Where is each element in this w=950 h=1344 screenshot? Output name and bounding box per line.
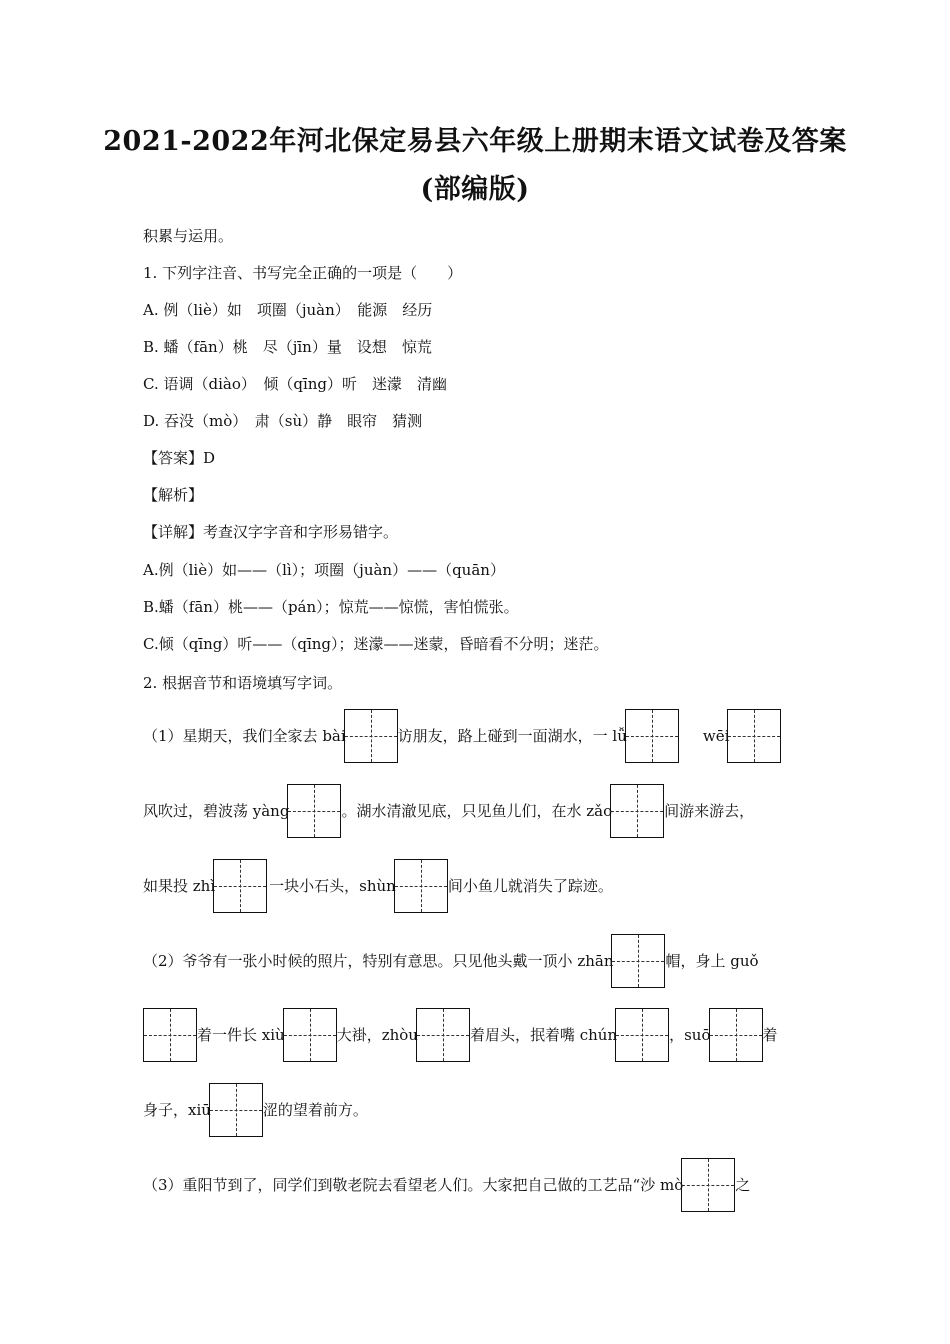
q2-p2-r2-text-3: 着眉头，抿着嘴 chún	[469, 1026, 618, 1044]
q2-p3-r1-text-1: （3）重阳节到了，同学们到敬老院去看望老人们。大家把自己做的工艺品“沙 mò	[143, 1176, 684, 1194]
q2-p3-row-1	[143, 1158, 750, 1212]
q2-p2-r1-text-1: （2）爷爷有一张小时候的照片，特别有意思。只见他头戴一顶小 zhān	[143, 952, 614, 970]
writing-box[interactable]	[727, 709, 781, 763]
q2-p2-row-3	[143, 1083, 368, 1137]
writing-box[interactable]	[416, 1008, 470, 1062]
q2-p1-row-1	[143, 709, 781, 763]
q2-p2-r3-text-1: 身子，xiū	[143, 1101, 211, 1119]
writing-box[interactable]	[287, 784, 341, 838]
writing-box[interactable]	[283, 1008, 337, 1062]
q2-p1-row-2	[143, 784, 754, 838]
question-1-option-a: A. 例（liè）如 项圈（juàn） 能源 经历	[143, 301, 433, 319]
question-1-note-c: C.倾（qīng）听——（qīng）；迷濛——迷蒙，昏暗看不分明；迷茫。	[143, 635, 609, 653]
q2-p1-r1-text-3: wēi	[702, 727, 730, 745]
question-1-detail: 【详解】考查汉字字音和字形易错字。	[143, 523, 399, 541]
writing-box[interactable]	[213, 859, 267, 913]
writing-box[interactable]	[625, 709, 679, 763]
document-title-line-2: (部编版)	[420, 174, 530, 205]
q2-p1-r2-text-2: 。湖水清澈见底，只见鱼儿们，在水 zǎo	[341, 802, 613, 820]
q2-p1-r1-text-2: 访朋友，路上碰到一面湖水，一 lǚ	[397, 727, 627, 745]
q2-p2-row-1	[143, 934, 759, 988]
q2-p2-r1-text-2: 帽，身上 guǒ	[665, 952, 759, 970]
section-heading: 积累与运用。	[143, 227, 234, 245]
question-1-note-a: A.例（liè）如——（lì）；项圈（juàn）——（quān）	[143, 561, 505, 579]
document-title-line-1: 2021-2022年河北保定易县六年级上册期末语文试卷及答案	[103, 126, 847, 157]
writing-box[interactable]	[394, 859, 448, 913]
question-1-option-d: D. 吞没（mò） 肃（sù）静 眼帘 猜测	[143, 412, 423, 430]
q2-p2-r2-text-2: 大褂，zhòu	[336, 1026, 418, 1044]
writing-box[interactable]	[681, 1158, 735, 1212]
writing-box[interactable]	[344, 709, 398, 763]
q2-p1-r1-text-1: （1）星期天，我们全家去 bài	[143, 727, 346, 745]
writing-box[interactable]	[611, 934, 665, 988]
question-1-option-b: B. 蟠（fān）桃 尽（jīn）量 设想 惊荒	[143, 338, 432, 356]
q2-p2-r2-text-5: 着	[762, 1026, 778, 1044]
q2-p1-r3-text-3: 间小鱼儿就消失了踪迹。	[447, 877, 613, 895]
q2-p1-r2-text-1: 风吹过，碧波荡 yàng	[143, 802, 290, 820]
question-1-stem: 1. 下列字注音、书写完全正确的一项是（ ）	[143, 264, 463, 282]
question-1-note-b: B.蟠（fān）桃——（pán）；惊荒——惊慌，害怕慌张。	[143, 598, 519, 616]
q2-p2-r2-text-4: ，suō	[669, 1026, 711, 1044]
writing-box[interactable]	[610, 784, 664, 838]
writing-box[interactable]	[143, 1008, 197, 1062]
q2-p1-r3-text-1: 如果投 zhì	[143, 877, 216, 895]
q2-p1-r2-text-3: 间游来游去，	[664, 802, 755, 820]
question-1-option-c: C. 语调（diào） 倾（qīng）听 迷濛 清幽	[143, 375, 448, 393]
q2-p1-r3-text-2: 一块小石头，shùn	[269, 877, 396, 895]
question-1-answer: 【答案】D	[143, 449, 216, 467]
writing-box[interactable]	[615, 1008, 669, 1062]
q2-p2-row-2	[143, 1008, 778, 1062]
q2-p1-row-3	[143, 859, 613, 913]
q2-p3-r1-text-2: 之	[735, 1176, 751, 1194]
writing-box[interactable]	[209, 1083, 263, 1137]
q2-p2-r3-text-2: 涩的望着前方。	[262, 1101, 368, 1119]
writing-box[interactable]	[709, 1008, 763, 1062]
question-2-stem: 2. 根据音节和语境填写字词。	[143, 674, 343, 692]
q2-p2-r2-text-1: 着一件长 xiù	[197, 1026, 285, 1044]
question-1-analysis-label: 【解析】	[143, 486, 204, 504]
